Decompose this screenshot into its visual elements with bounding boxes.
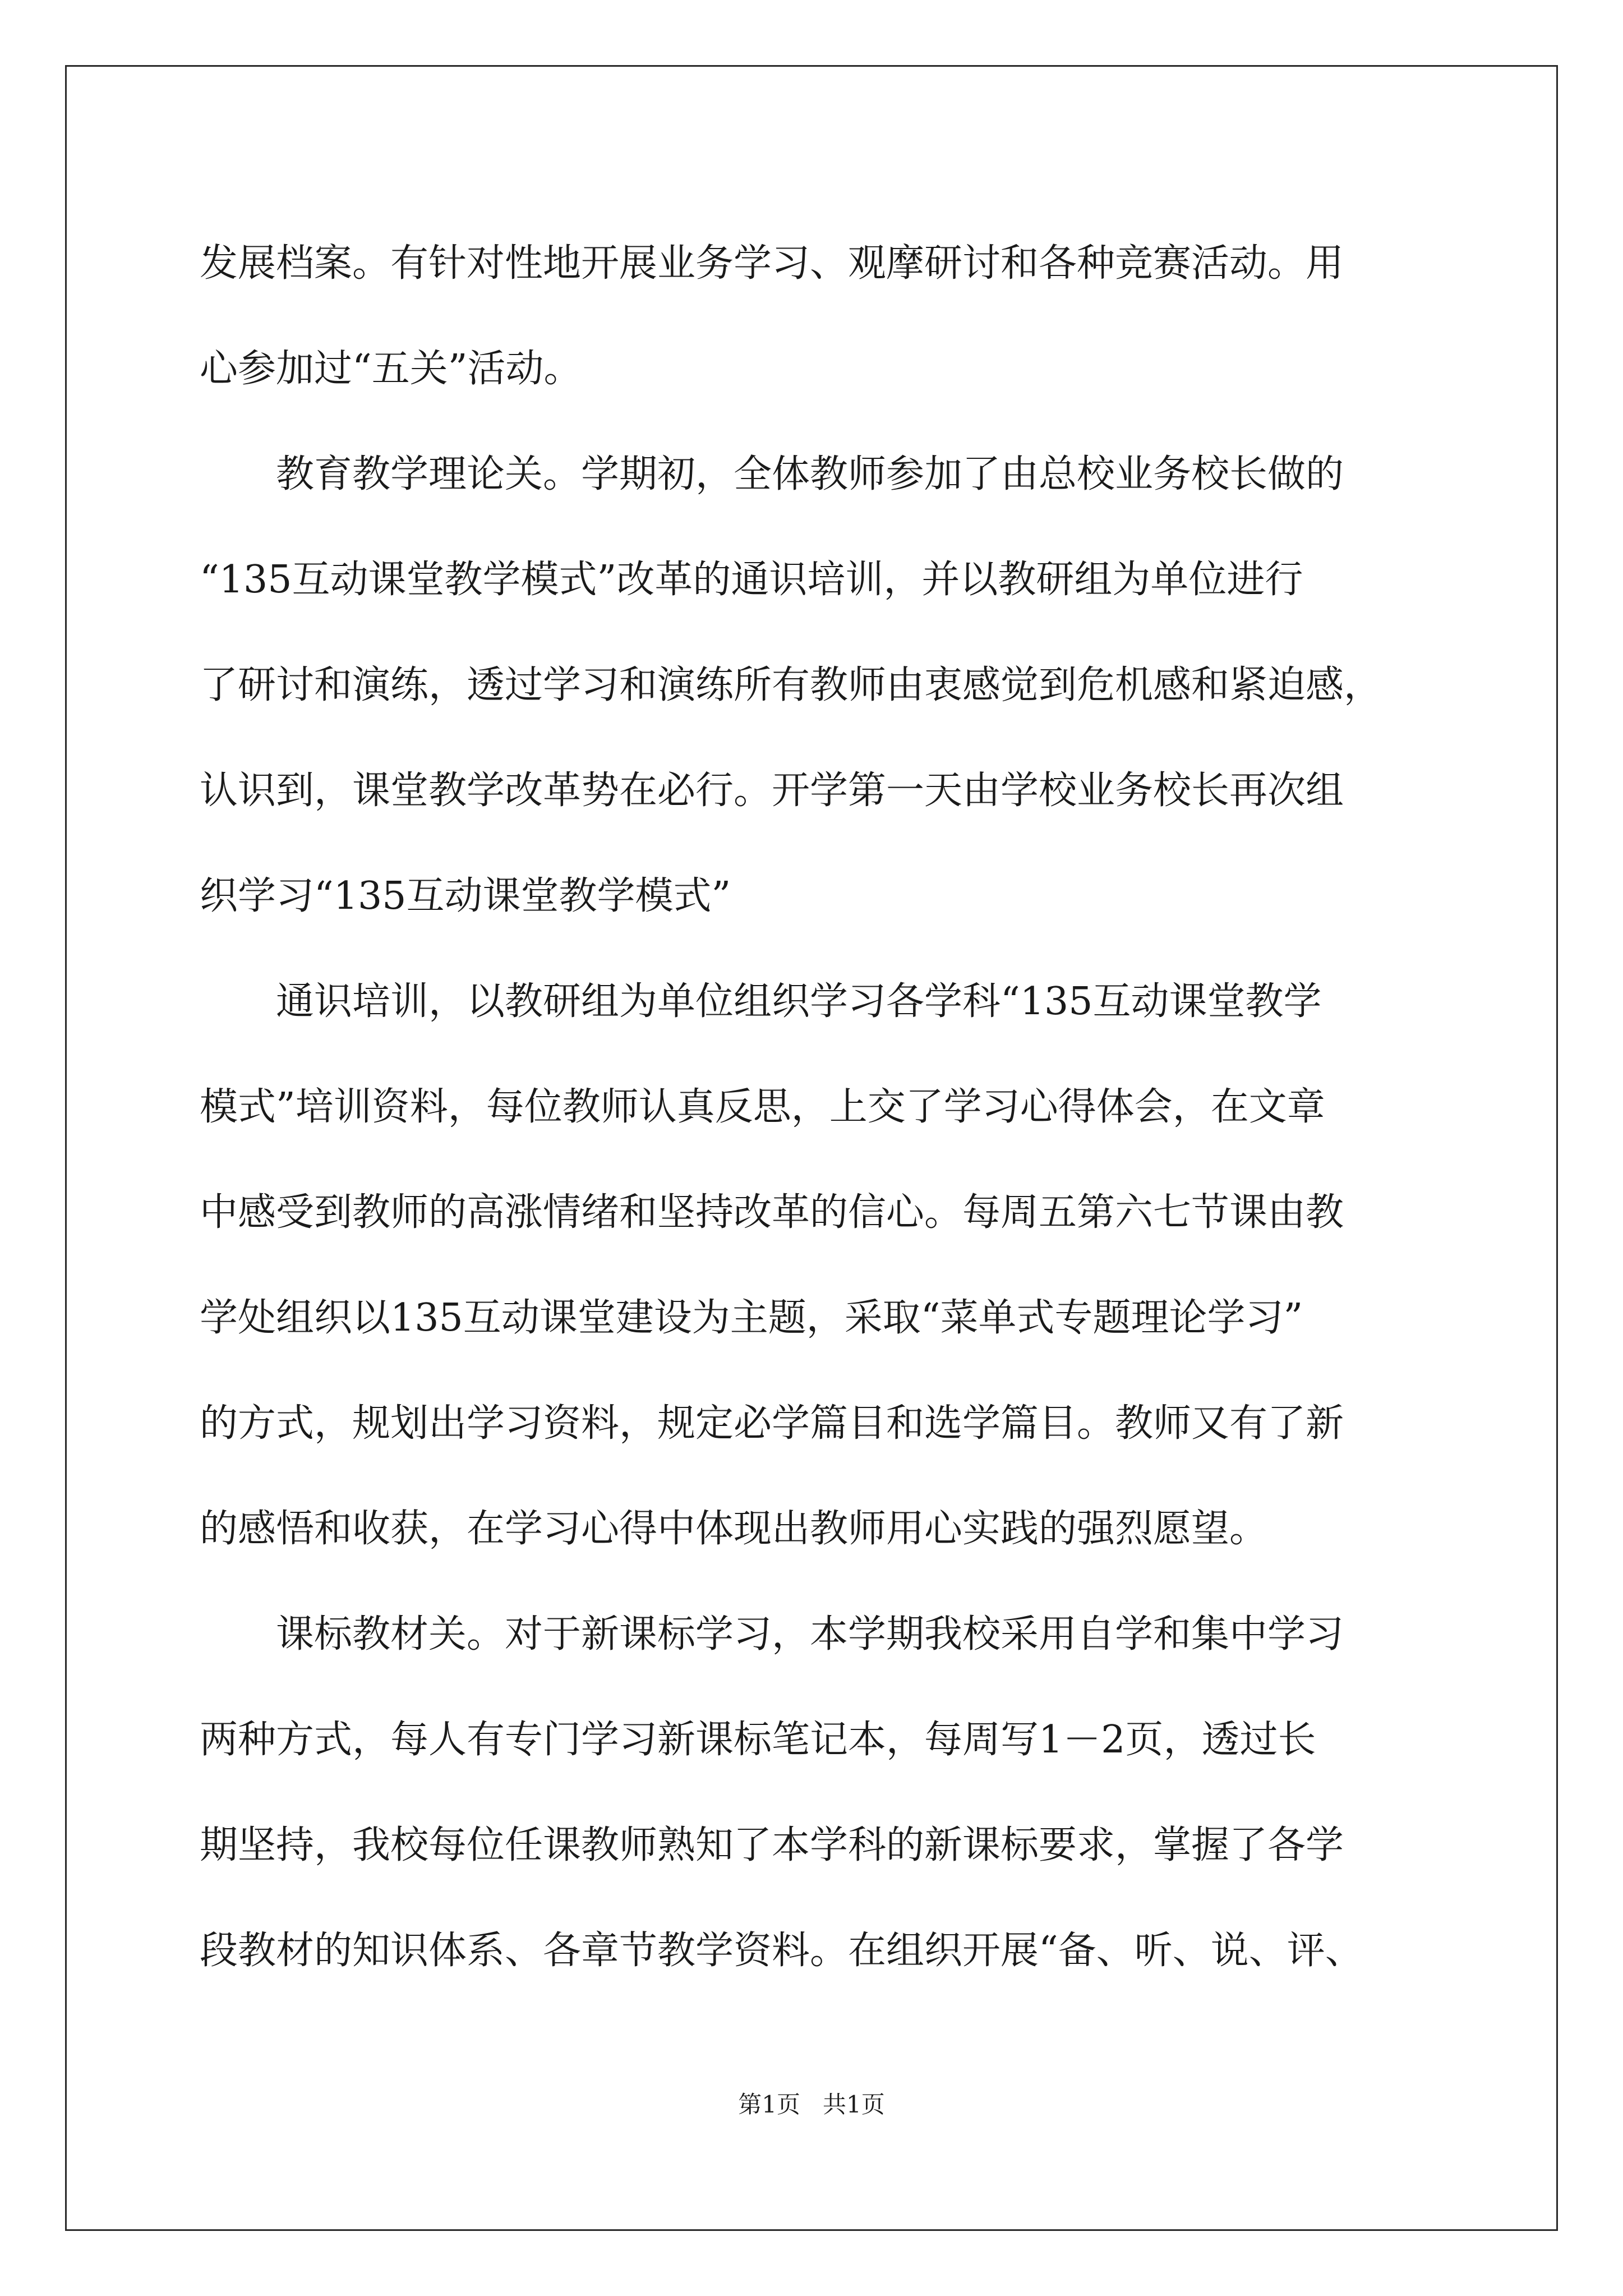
text-line: 了研讨和演练，透过学习和演练所有教师由衷感觉到危机感和紧迫感， xyxy=(200,663,1382,707)
page-footer: 第1页 共1页 xyxy=(738,2091,885,2118)
document-body xyxy=(200,211,1422,2004)
text-line: 两种方式，每人有专门学习新课标笔记本，每周写1－2页，透过长 xyxy=(200,1718,1316,1762)
text-line: 模式”培训资料，每位教师认真反思，上交了学习心得体会，在文章 xyxy=(200,1085,1325,1129)
text-line: 课标教材关。对于新课标学习，本学期我校采用自学和集中学习 xyxy=(276,1612,1344,1657)
text-line: 心参加过“五关”活动。 xyxy=(200,347,582,391)
text-line: 学处组织以135互动课堂建设为主题，采取“菜单式专题理论学习” xyxy=(200,1296,1303,1340)
text-line: 发展档案。有针对性地开展业务学习、观摩研讨和各种竞赛活动。用 xyxy=(200,241,1344,286)
text-line: 中感受到教师的高涨情绪和坚持改革的信心。每周五第六七节课由教 xyxy=(200,1190,1344,1235)
text-line: 期坚持，我校每位任课教师熟知了本学科的新课标要求，掌握了各学 xyxy=(200,1823,1344,1867)
text-line: 段教材的知识体系、各章节教学资料。在组织开展“备、听、说、评、 xyxy=(200,1929,1363,1973)
text-line: 教育教学理论关。学期初，全体教师参加了由总校业务校长做的 xyxy=(276,452,1344,496)
text-line: 认识到，课堂教学改革势在必行。开学第一天由学校业务校长再次组 xyxy=(200,769,1344,813)
text-line: 的感悟和收获，在学习心得中体现出教师用心实践的强烈愿望。 xyxy=(200,1507,1268,1551)
text-line: 通识培训，以教研组为单位组织学习各学科“135互动课堂教学 xyxy=(276,979,1322,1024)
text-line: 的方式，规划出学习资料，规定必学篇目和选学篇目。教师又有了新 xyxy=(200,1401,1344,1446)
text-line: 织学习“135互动课堂教学模式” xyxy=(200,874,731,918)
text-line: “135互动课堂教学模式”改革的通识培训，并以教研组为单位进行 xyxy=(200,558,1303,602)
